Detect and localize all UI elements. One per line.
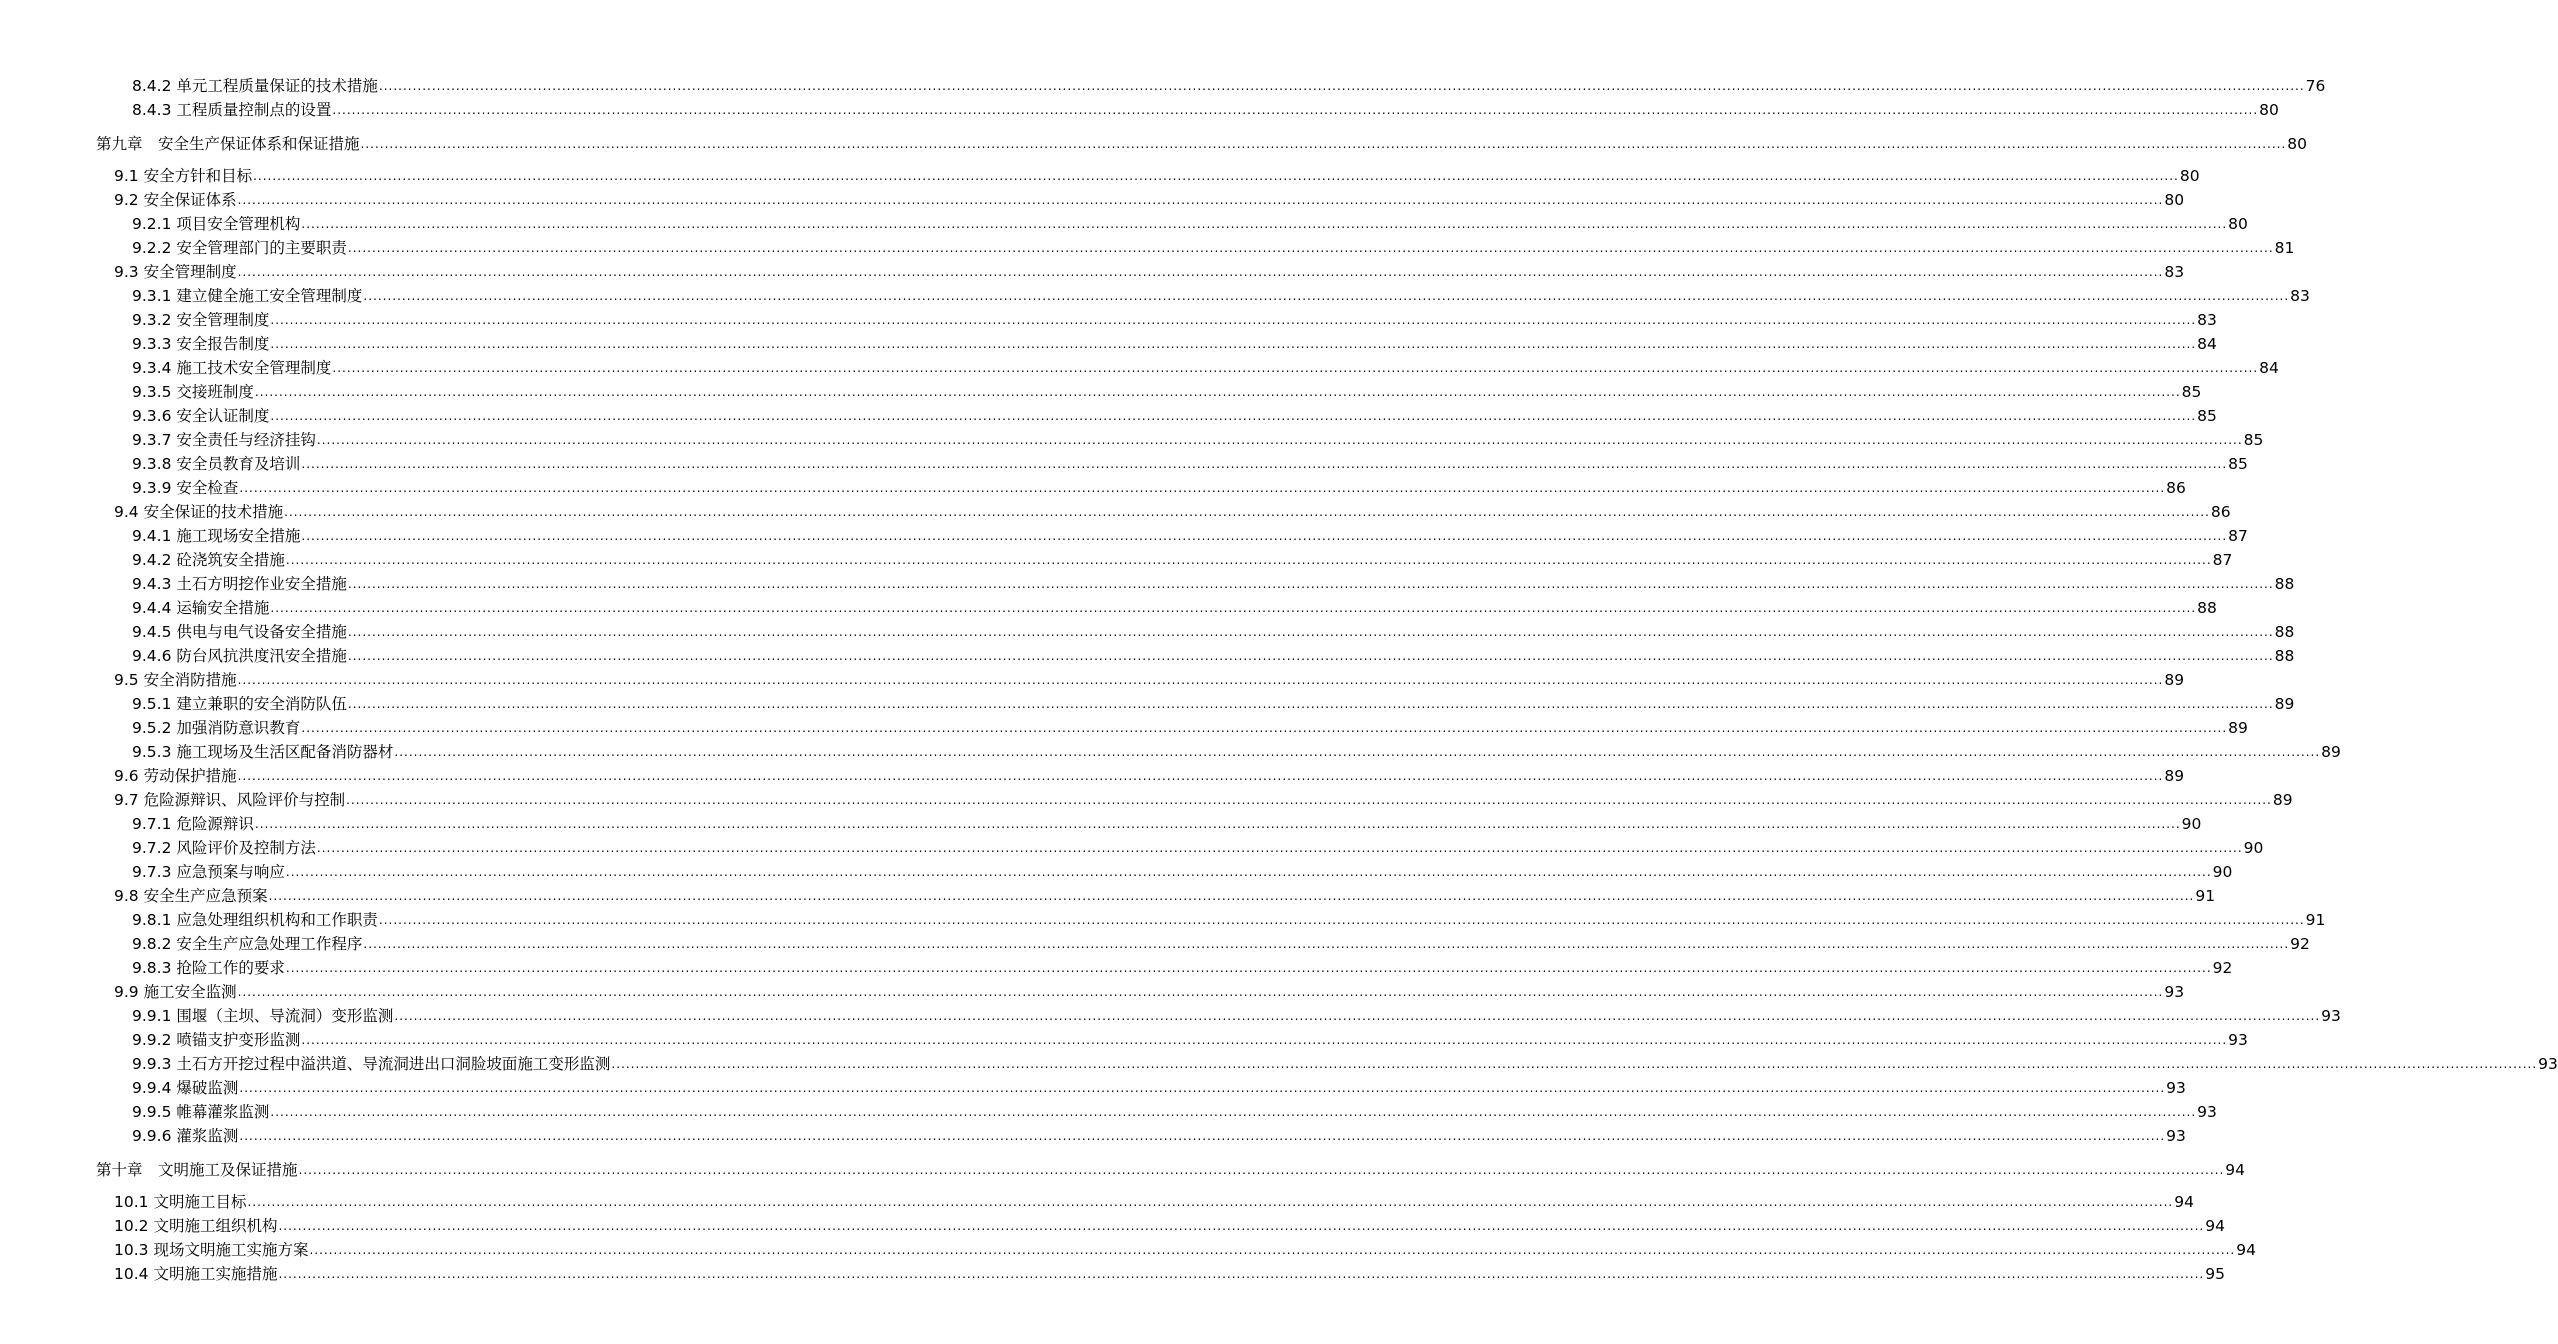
toc-entry[interactable] — [0, 1188, 2194, 1212]
toc-page-number: 83 — [2290, 287, 2310, 305]
toc-entry-title: 9.2.1 项目安全管理机构 — [132, 215, 301, 233]
dot-leader: ................................................................................................................................................................................................................................................................................................................................................................................................................ — [316, 433, 2243, 447]
toc-entry-title: 9.7.2 风险评价及控制方法 — [132, 839, 316, 857]
toc-page-number: 85 — [2197, 407, 2217, 425]
toc-page-number: 90 — [2212, 863, 2233, 881]
toc-entry[interactable] — [0, 594, 2217, 618]
toc-entry-title: 9.3.7 安全责任与经济挂钩 — [132, 431, 316, 449]
dot-leader: ................................................................................................................................................................................................................................................................................................................................................................................................................ — [301, 217, 2228, 231]
toc-entry-title: 8.4.2 单元工程质量保证的技术措施 — [132, 77, 378, 95]
dot-leader: ................................................................................................................................................................................................................................................................................................................................................................................................................ — [301, 529, 2228, 543]
toc-entry-title: 第十章 文明施工及保证措施 — [96, 1161, 298, 1179]
toc-entry[interactable] — [0, 1026, 2248, 1050]
toc-entry[interactable] — [0, 1098, 2217, 1122]
dot-leader: ................................................................................................................................................................................................................................................................................................................................................................................................................ — [254, 817, 2181, 831]
dot-leader: ................................................................................................................................................................................................................................................................................................................................................................................................................ — [378, 913, 2305, 927]
dot-leader: ................................................................................................................................................................................................................................................................................................................................................................................................................ — [253, 169, 2179, 183]
dot-leader: ................................................................................................................................................................................................................................................................................................................................................................................................................ — [237, 985, 2164, 999]
dot-leader: ................................................................................................................................................................................................................................................................................................................................................................................................................ — [347, 649, 2274, 663]
toc-entry-title: 9.4.6 防台风抗洪度汛安全措施 — [132, 647, 347, 665]
toc-page-number: 86 — [2166, 479, 2186, 497]
toc-entry-title: 9.4.5 供电与电气设备安全措施 — [132, 623, 347, 641]
toc-entry[interactable] — [0, 882, 2216, 906]
toc-entry-title: 9.3.3 安全报告制度 — [132, 335, 270, 353]
dot-leader: ................................................................................................................................................................................................................................................................................................................................................................................................................ — [254, 385, 2181, 399]
toc-entry[interactable] — [0, 96, 2279, 120]
toc-entry-title: 第九章 安全生产保证体系和保证措施 — [96, 135, 360, 153]
toc-page-number: 87 — [2228, 527, 2248, 545]
dot-leader: ................................................................................................................................................................................................................................................................................................................................................................................................................ — [347, 625, 2274, 639]
toc-entry[interactable] — [0, 834, 2264, 858]
toc-page-number: 84 — [2259, 359, 2279, 377]
toc-page-number: 80 — [2287, 135, 2308, 153]
toc-entry[interactable] — [0, 906, 2326, 930]
toc-entry[interactable] — [0, 666, 2185, 690]
toc-page-number: 93 — [2321, 1007, 2341, 1025]
toc-page-number: 76 — [2305, 77, 2326, 95]
toc-page-number: 87 — [2212, 551, 2233, 569]
toc-page-number: 93 — [2166, 1127, 2186, 1145]
toc-entry-title: 9.5.2 加强消防意识教育 — [132, 719, 301, 737]
toc-entry-title: 9.5.1 建立兼职的安全消防队伍 — [132, 695, 347, 713]
toc-entry[interactable] — [0, 954, 2233, 978]
toc-entry-title: 8.4.3 工程质量控制点的设置 — [132, 101, 332, 119]
toc-page-number: 80 — [2179, 167, 2200, 185]
dot-leader: ................................................................................................................................................................................................................................................................................................................................................................................................................ — [270, 1105, 2197, 1119]
toc-page-number: 94 — [2225, 1161, 2246, 1179]
toc-entry-title: 9.9.4 爆破监测 — [132, 1079, 239, 1097]
dot-leader: ................................................................................................................................................................................................................................................................................................................................................................................................................ — [347, 241, 2274, 255]
dot-leader: ................................................................................................................................................................................................................................................................................................................................................................................................................ — [270, 601, 2197, 615]
toc-entry[interactable] — [0, 426, 2264, 450]
dot-leader: ................................................................................................................................................................................................................................................................................................................................................................................................................ — [301, 457, 2228, 471]
toc-entry-title: 9.4.4 运输安全措施 — [132, 599, 270, 617]
toc-entry-title: 9.9 施工安全监测 — [114, 983, 237, 1001]
dot-leader: ................................................................................................................................................................................................................................................................................................................................................................................................................ — [270, 337, 2197, 351]
toc-entry[interactable] — [0, 858, 2233, 882]
toc-page-number: 89 — [2164, 767, 2185, 785]
toc-entry[interactable] — [0, 330, 2217, 354]
toc-entry[interactable] — [0, 258, 2185, 282]
toc-page-number: 89 — [2321, 743, 2341, 761]
toc-page-number: 85 — [2243, 431, 2264, 449]
toc-entry[interactable] — [0, 474, 2186, 498]
dot-leader: ................................................................................................................................................................................................................................................................................................................................................................................................................ — [239, 1081, 2166, 1095]
dot-leader: ................................................................................................................................................................................................................................................................................................................................................................................................................ — [346, 793, 2272, 807]
toc-page-number: 94 — [2174, 1193, 2194, 1211]
toc-entry-title: 9.3.9 安全检查 — [132, 479, 239, 497]
toc-entry[interactable] — [0, 306, 2217, 330]
toc-entry[interactable] — [0, 1074, 2186, 1098]
toc-page-number: 94 — [2205, 1217, 2225, 1235]
dot-leader: ................................................................................................................................................................................................................................................................................................................................................................................................................ — [332, 361, 2259, 375]
dot-leader: ................................................................................................................................................................................................................................................................................................................................................................................................................ — [285, 865, 2212, 879]
toc-page-number: 89 — [2274, 695, 2295, 713]
toc-page-number: 90 — [2243, 839, 2264, 857]
dot-leader: ................................................................................................................................................................................................................................................................................................................................................................................................................ — [394, 745, 2321, 759]
toc-entry[interactable] — [0, 1212, 2225, 1236]
toc-page-number: 89 — [2228, 719, 2248, 737]
toc-entry-title: 9.8.3 抢险工作的要求 — [132, 959, 285, 977]
toc-entry-title: 9.4.2 砼浇筑安全措施 — [132, 551, 285, 569]
toc-entry-title: 9.3.6 安全认证制度 — [132, 407, 270, 425]
toc-page-number: 88 — [2274, 647, 2295, 665]
toc-page-number: 88 — [2274, 623, 2295, 641]
dot-leader: ................................................................................................................................................................................................................................................................................................................................................................................................................ — [363, 289, 2290, 303]
dot-leader: ................................................................................................................................................................................................................................................................................................................................................................................................................ — [309, 1243, 2236, 1257]
toc-page-number: 91 — [2195, 887, 2216, 905]
toc-entry-title: 9.2.2 安全管理部门的主要职责 — [132, 239, 347, 257]
toc-entry[interactable] — [0, 570, 2295, 594]
toc-page-number: 93 — [2228, 1031, 2248, 1049]
toc-page-number: 89 — [2272, 791, 2293, 809]
dot-leader: ................................................................................................................................................................................................................................................................................................................................................................................................................ — [239, 1129, 2166, 1143]
dot-leader: ................................................................................................................................................................................................................................................................................................................................................................................................................ — [237, 193, 2164, 207]
toc-entry-title: 9.8.1 应急处理组织机构和工作职责 — [132, 911, 378, 929]
toc-entry-title: 9.8 安全生产应急预案 — [114, 887, 268, 905]
toc-page-number: 83 — [2197, 311, 2217, 329]
toc-entry[interactable] — [0, 522, 2248, 546]
toc-page-number: 94 — [2236, 1241, 2256, 1259]
toc-entry-title: 9.3.5 交接班制度 — [132, 383, 254, 401]
dot-leader: ................................................................................................................................................................................................................................................................................................................................................................................................................ — [394, 1009, 2321, 1023]
toc-entry-title: 9.5 安全消防措施 — [114, 671, 237, 689]
toc-entry-title: 10.2 文明施工组织机构 — [114, 1217, 278, 1235]
toc-entry[interactable] — [0, 402, 2217, 426]
dot-leader: ................................................................................................................................................................................................................................................................................................................................................................................................................ — [611, 1057, 2538, 1071]
dot-leader: ................................................................................................................................................................................................................................................................................................................................................................................................................ — [301, 721, 2228, 735]
dot-leader: ................................................................................................................................................................................................................................................................................................................................................................................................................ — [332, 103, 2259, 117]
toc-entry[interactable] — [0, 714, 2248, 738]
dot-leader: ................................................................................................................................................................................................................................................................................................................................................................................................................ — [268, 889, 2195, 903]
dot-leader: ................................................................................................................................................................................................................................................................................................................................................................................................................ — [360, 137, 2287, 151]
toc-page-number: 85 — [2228, 455, 2248, 473]
dot-leader: ................................................................................................................................................................................................................................................................................................................................................................................................................ — [285, 553, 2212, 567]
toc-entry-title: 9.8.2 安全生产应急处理工作程序 — [132, 935, 363, 953]
toc-entry[interactable] — [0, 1122, 2186, 1146]
toc-entry[interactable] — [0, 210, 2248, 234]
toc-page-number: 89 — [2164, 671, 2185, 689]
toc-page-number: 80 — [2164, 191, 2185, 209]
toc-entry[interactable] — [0, 642, 2295, 666]
toc-entry[interactable] — [0, 810, 2202, 834]
dot-leader: ................................................................................................................................................................................................................................................................................................................................................................................................................ — [239, 481, 2166, 495]
toc-entry[interactable] — [0, 618, 2295, 642]
toc-entry-title: 9.3.4 施工技术安全管理制度 — [132, 359, 332, 377]
toc-page-number: 92 — [2212, 959, 2233, 977]
dot-leader: ................................................................................................................................................................................................................................................................................................................................................................................................................ — [237, 769, 2164, 783]
dot-leader: ................................................................................................................................................................................................................................................................................................................................................................................................................ — [237, 673, 2164, 687]
dot-leader: ................................................................................................................................................................................................................................................................................................................................................................................................................ — [270, 409, 2197, 423]
toc-entry-title: 10.1 文明施工目标 — [114, 1193, 247, 1211]
dot-leader: ................................................................................................................................................................................................................................................................................................................................................................................................................ — [347, 577, 2274, 591]
dot-leader: ................................................................................................................................................................................................................................................................................................................................................................................................................ — [247, 1195, 2174, 1209]
toc-page-number: 81 — [2274, 239, 2295, 257]
toc-page-number: 93 — [2164, 983, 2185, 1001]
toc-entry[interactable] — [0, 378, 2202, 402]
table-of-contents — [0, 72, 2558, 1284]
toc-entry[interactable] — [0, 930, 2310, 954]
toc-entry-title: 9.7.1 危险源辩识 — [132, 815, 254, 833]
toc-entry[interactable] — [0, 72, 2326, 96]
toc-entry-title: 10.3 现场文明施工实施方案 — [114, 1241, 309, 1259]
dot-leader: ................................................................................................................................................................................................................................................................................................................................................................................................................ — [347, 697, 2274, 711]
toc-page-number: 80 — [2259, 101, 2279, 119]
toc-entry[interactable] — [0, 1050, 2558, 1074]
toc-page-number: 86 — [2210, 503, 2231, 521]
dot-leader: ................................................................................................................................................................................................................................................................................................................................................................................................................ — [301, 1033, 2228, 1047]
toc-entry-title: 9.3.2 安全管理制度 — [132, 311, 270, 329]
dot-leader: ................................................................................................................................................................................................................................................................................................................................................................................................................ — [316, 841, 2243, 855]
toc-page-number: 80 — [2228, 215, 2248, 233]
toc-chapter-entry[interactable] — [0, 1154, 2246, 1180]
toc-entry[interactable] — [0, 498, 2231, 522]
toc-entry-title: 9.4.3 土石方明挖作业安全措施 — [132, 575, 347, 593]
dot-leader: ................................................................................................................................................................................................................................................................................................................................................................................................................ — [284, 505, 2210, 519]
toc-page-number: 88 — [2274, 575, 2295, 593]
toc-entry-title: 9.6 劳动保护措施 — [114, 767, 237, 785]
toc-entry-title: 9.9.1 围堰（主坝、导流洞）变形监测 — [132, 1007, 394, 1025]
toc-entry[interactable] — [0, 1260, 2225, 1284]
toc-entry-title: 9.2 安全保证体系 — [114, 191, 237, 209]
toc-entry[interactable] — [0, 738, 2341, 762]
toc-entry[interactable] — [0, 1236, 2256, 1260]
toc-entry-title: 9.9.2 喷锚支护变形监测 — [132, 1031, 301, 1049]
toc-entry-title: 9.9.6 灌浆监测 — [132, 1127, 239, 1145]
toc-entry-title: 9.9.5 帷幕灌浆监测 — [132, 1103, 270, 1121]
toc-page-number: 91 — [2305, 911, 2326, 929]
toc-entry[interactable] — [0, 786, 2293, 810]
toc-entry-title: 9.9.3 土石方开挖过程中溢洪道、导流洞进出口洞脸坡面施工变形监测 — [132, 1055, 611, 1073]
toc-entry[interactable] — [0, 282, 2310, 306]
toc-page-number: 92 — [2290, 935, 2310, 953]
toc-page-number: 95 — [2205, 1265, 2225, 1283]
dot-leader: ................................................................................................................................................................................................................................................................................................................................................................................................................ — [378, 79, 2305, 93]
toc-page-number: 93 — [2538, 1055, 2558, 1073]
toc-entry[interactable] — [0, 762, 2185, 786]
toc-page-number: 83 — [2164, 263, 2185, 281]
dot-leader: ................................................................................................................................................................................................................................................................................................................................................................................................................ — [298, 1163, 2225, 1177]
toc-page-number: 93 — [2166, 1079, 2186, 1097]
toc-entry[interactable] — [0, 450, 2248, 474]
toc-chapter-entry[interactable] — [0, 128, 2308, 154]
toc-entry[interactable] — [0, 162, 2200, 186]
toc-entry-title: 9.3.8 安全员教育及培训 — [132, 455, 301, 473]
toc-entry-title: 10.4 文明施工实施措施 — [114, 1265, 278, 1283]
toc-entry-title: 9.7.3 应急预案与响应 — [132, 863, 285, 881]
dot-leader: ................................................................................................................................................................................................................................................................................................................................................................................................................ — [278, 1219, 2205, 1233]
toc-entry[interactable] — [0, 354, 2279, 378]
toc-entry[interactable] — [0, 978, 2185, 1002]
toc-entry-title: 9.3.1 建立健全施工安全管理制度 — [132, 287, 363, 305]
toc-entry-title: 9.4 安全保证的技术措施 — [114, 503, 284, 521]
toc-entry[interactable] — [0, 1002, 2341, 1026]
dot-leader: ................................................................................................................................................................................................................................................................................................................................................................................................................ — [237, 265, 2164, 279]
toc-page-number: 88 — [2197, 599, 2217, 617]
toc-page-number: 84 — [2197, 335, 2217, 353]
dot-leader: ................................................................................................................................................................................................................................................................................................................................................................................................................ — [285, 961, 2212, 975]
toc-page-number: 85 — [2181, 383, 2202, 401]
toc-entry[interactable] — [0, 546, 2233, 570]
toc-entry[interactable] — [0, 186, 2185, 210]
toc-entry[interactable] — [0, 234, 2295, 258]
toc-entry[interactable] — [0, 690, 2295, 714]
toc-entry-title: 9.3 安全管理制度 — [114, 263, 237, 281]
toc-entry-title: 9.7 危险源辩识、风险评价与控制 — [114, 791, 346, 809]
dot-leader: ................................................................................................................................................................................................................................................................................................................................................................................................................ — [363, 937, 2290, 951]
toc-entry-title: 9.5.3 施工现场及生活区配备消防器材 — [132, 743, 394, 761]
dot-leader: ................................................................................................................................................................................................................................................................................................................................................................................................................ — [270, 313, 2197, 327]
toc-page-number: 93 — [2197, 1103, 2217, 1121]
toc-page-number: 90 — [2181, 815, 2202, 833]
toc-entry-title: 9.1 安全方针和目标 — [114, 167, 253, 185]
dot-leader: ................................................................................................................................................................................................................................................................................................................................................................................................................ — [278, 1267, 2205, 1281]
toc-entry-title: 9.4.1 施工现场安全措施 — [132, 527, 301, 545]
